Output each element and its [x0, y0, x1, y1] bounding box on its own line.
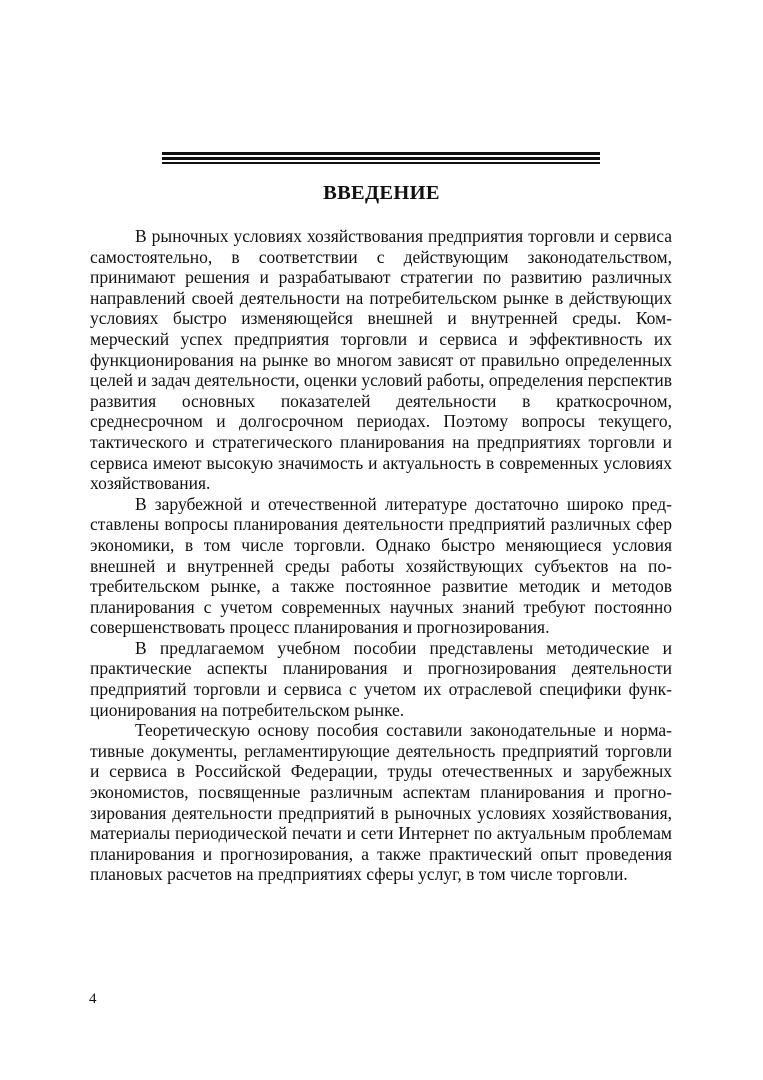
paragraph: В зарубежной и отечественной литературе достаточно широко представлены вопросы планирования деятельности предприятий различных сфер экономики, в том числе торговли. Однако быстро меняющиеся условия внешней и внутренней среды работы хозяйствующих субъектов на потребительском рынке, а также постоянное развитие методик и методов планирования с учетом современных научных знаний требуют постоянно совершенствовать процесс планирования и прогнозирования. — [90, 493, 672, 638]
paragraph: В рыночных условиях хозяйствования предприятия торговли и сервиса самостоятельно, в соответствии с действующим законодательством, принимают решения и разрабатывают стратегии по развитию различных направлений своей деятельности на потребительском рынке в действующих условиях быстро изменяющейся внешней и внутренней среды. Коммерческий успех предприятия торговли и сервиса и эффективность их функционирования на рынке во многом зависят от правильно определенных целей и задач деятельности, оценки условий работы, определения перспектив развития основных показателей деятельности в краткосрочном, среднесрочном и долгосрочном периодах. Поэтому вопросы текущего, тактического и стратегического планирования на предприятиях торговли и сервиса имеют высокую значимость и актуальность в современных условиях хозяйствования. — [90, 226, 672, 494]
paragraph: В предлагаемом учебном пособии представлены методические и практические аспекты планирования и прогнозирования деятельности предприятий торговли и сервиса с учетом их отраслевой специфики функционирования на потребительском рынке. — [90, 637, 672, 720]
paragraph: Теоретическую основу пособия составили законодательные и нормативные документы, регламентирующие деятельность предприятий торговли и сервиса в Российской Федерации, труды отечественных и зарубежных экономистов, посвященные различным аспектам планирования и прогнозирования деятельности предприятий в рыночных условиях хозяйствования, материалы периодической печати и сети Интернет по актуальным проблемам планирования и прогнозирования, а также практический опыт проведения плановых расчетов на предприятиях сферы услуг, в том числе торговли. — [90, 720, 672, 885]
title-rule-block — [162, 152, 600, 164]
page-title: ВВЕДЕНИЕ — [323, 182, 440, 204]
title-rule-line — [162, 152, 600, 155]
title-rule-line — [162, 157, 600, 160]
document-body — [90, 226, 672, 885]
title-rule-line — [162, 162, 600, 164]
page-number: 4 — [89, 991, 97, 1007]
